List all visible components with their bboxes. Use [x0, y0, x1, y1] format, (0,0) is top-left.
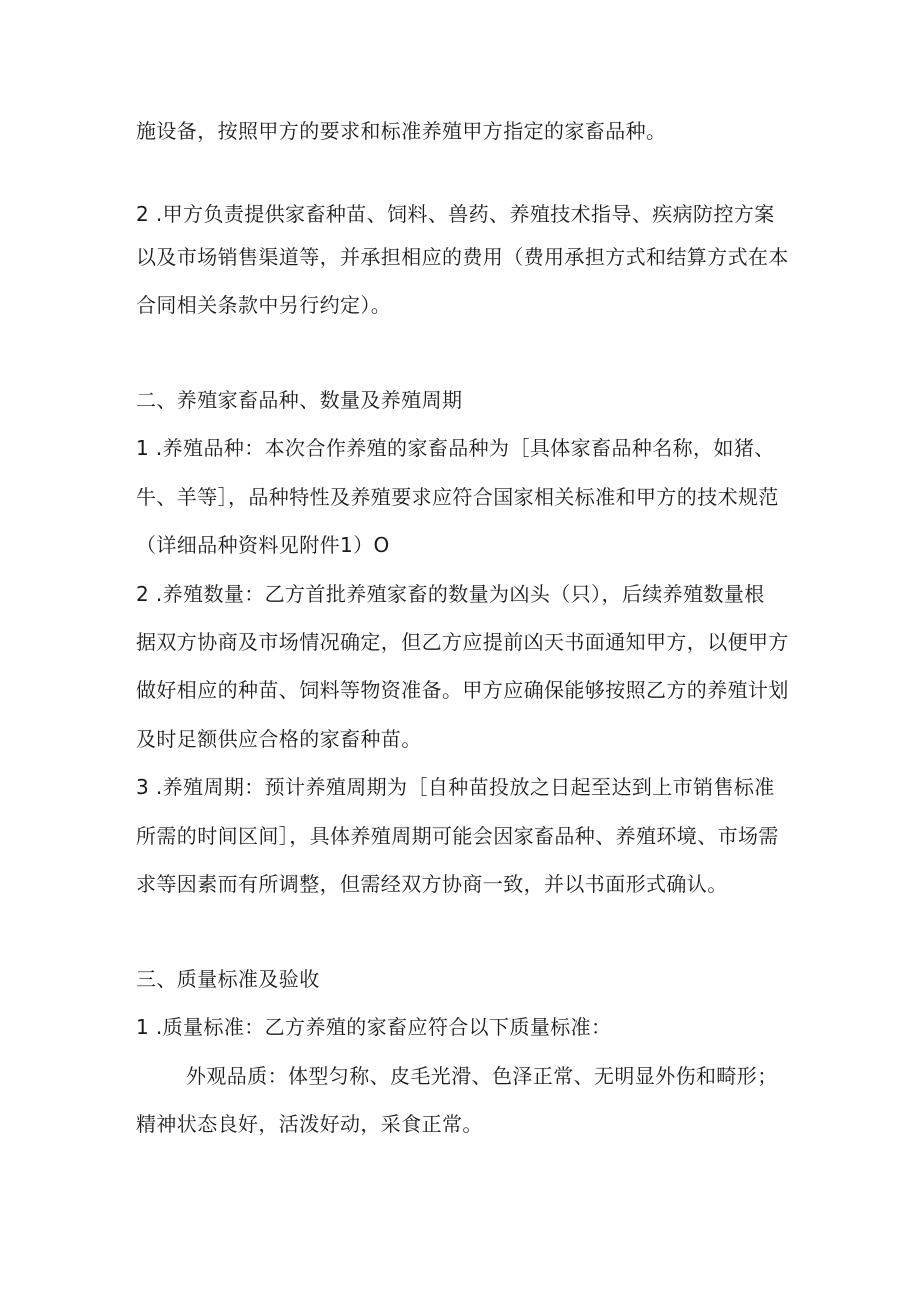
section-2-item-1-line-1: 1 .养殖品种：本次合作养殖的家畜品种为［具体家畜品种名称，如猪、: [136, 436, 775, 460]
appearance-line-1: 外观品质：体型匀称、皮毛光滑、色泽正常、无明显外伤和畸形；: [186, 1064, 778, 1088]
section-2-item-2-line-1: 2 .养殖数量：乙方首批养殖家畜的数量为凶头（只），后续养殖数量根: [136, 582, 765, 606]
clause-1-2-line-1: 2 .甲方负责提供家畜种苗、饲料、兽药、养殖技术指导、疾病防控方案: [136, 202, 775, 226]
clause-1-2-line-2: 以及市场销售渠道等，并承担相应的费用（费用承担方式和结算方式在本: [136, 245, 789, 269]
section-2-heading: 二、养殖家畜品种、数量及养殖周期: [136, 388, 463, 412]
section-3-item-1-line-1: 1 .质量标准：乙方养殖的家畜应符合以下质量标准：: [136, 1015, 612, 1039]
section-3-heading: 三、质量标准及验收: [136, 967, 320, 991]
section-2-item-3-line-3: 求等因素而有所调整，但需经双方协商一致，并以书面形式确认。: [136, 872, 728, 896]
intro-line-1: 施设备，按照甲方的要求和标准养殖甲方指定的家畜品种。: [136, 119, 667, 143]
section-2-item-3-line-2: 所需的时间区间］，具体养殖周期可能会因家畜品种、养殖环境、市场需: [136, 824, 779, 848]
clause-1-2-line-3: 合同相关条款中另行约定）。: [136, 293, 392, 317]
section-2-item-2-line-2: 据双方协商及市场情况确定，但乙方应提前凶天书面通知甲方，以便甲方: [136, 630, 789, 654]
section-2-item-1-line-3: （详细品种资料见附件1）O: [136, 533, 390, 557]
appearance-line-2: 精神状态良好，活泼好动，采食正常。: [136, 1112, 483, 1136]
section-2-item-1-line-2: 牛、羊等］，品种特性及养殖要求应符合国家相关标准和甲方的技术规范: [136, 485, 779, 509]
section-2-item-3-line-1: 3 .养殖周期：预计养殖周期为［自种苗投放之日起至达到上市销售标准: [136, 775, 775, 799]
section-2-item-2-line-4: 及时足额供应合格的家畜种苗。: [136, 727, 422, 751]
section-2-item-2-line-3: 做好相应的种苗、饲料等物资准备。甲方应确保能够按照乙方的养殖计划: [136, 678, 789, 702]
